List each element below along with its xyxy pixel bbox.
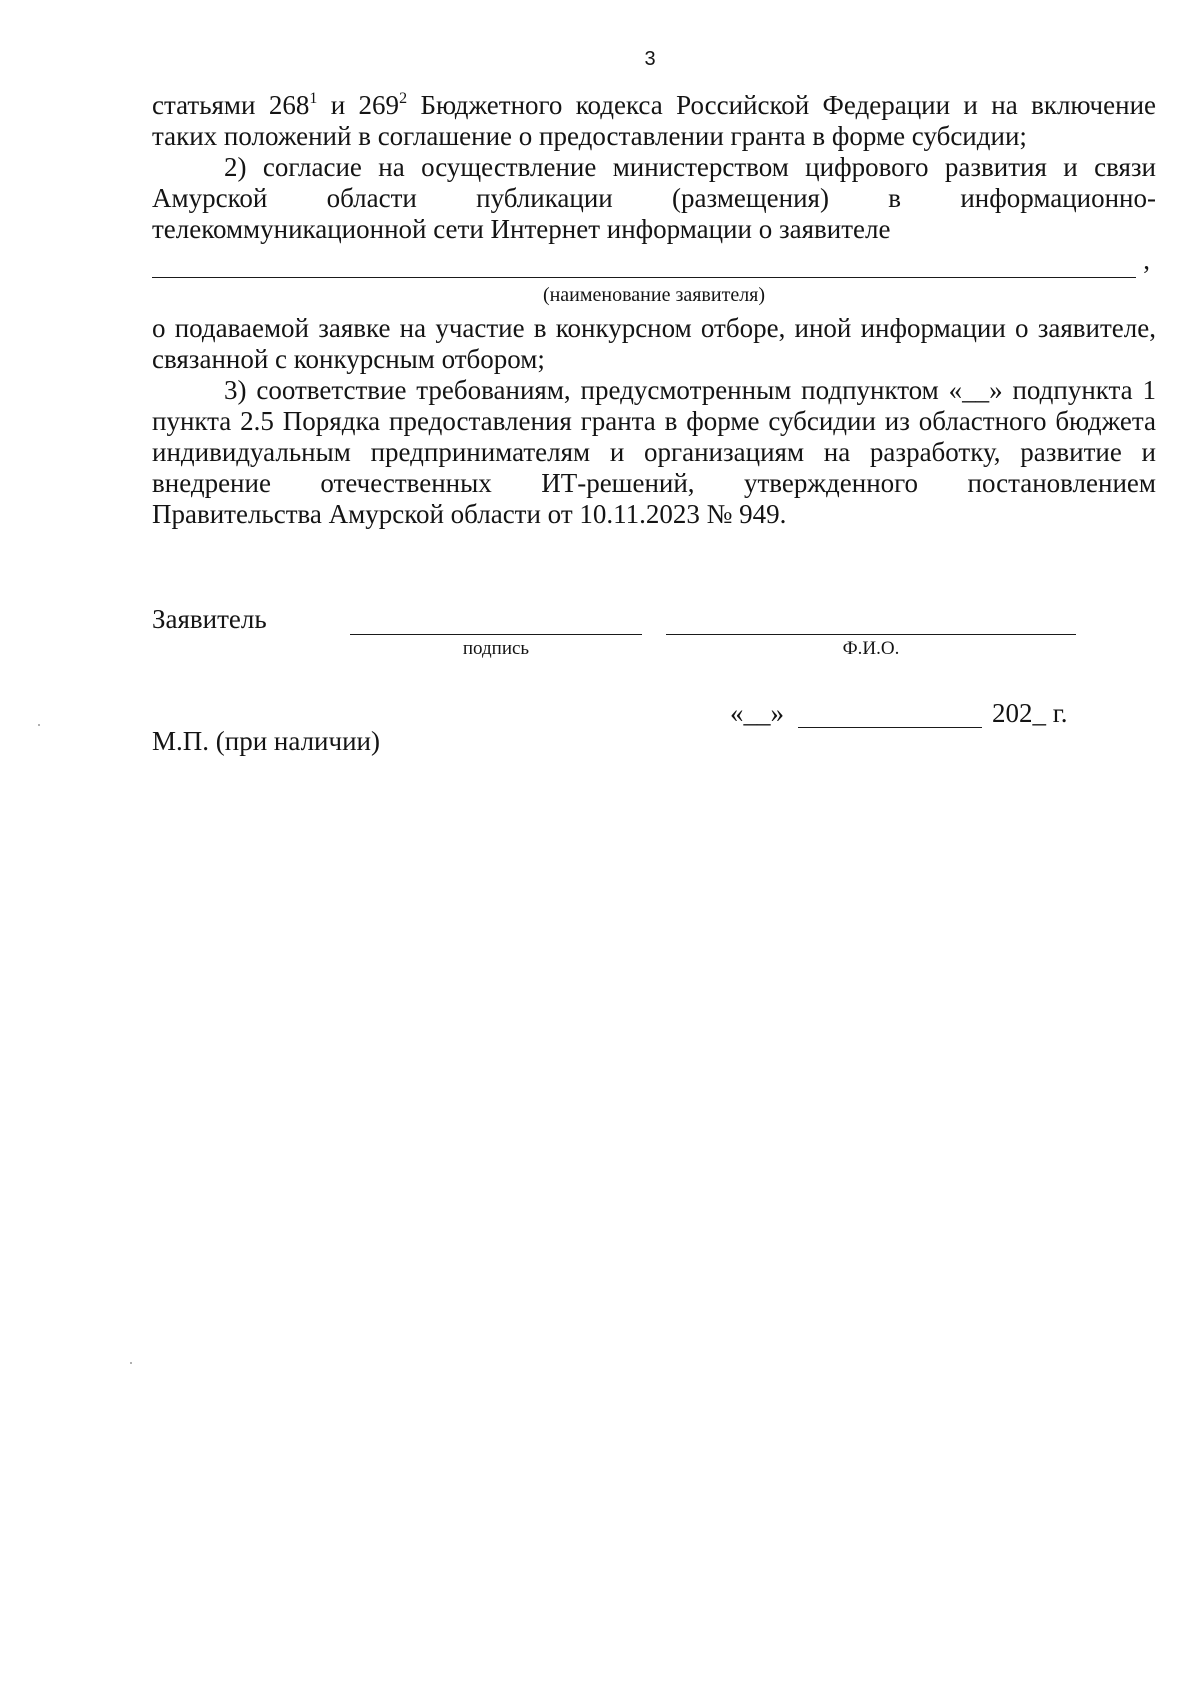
paragraph-consent: 2) согласие на осуществление министерством цифрового развития и связи Амурской области публикации (размещения) в информационно-телекоммуникационной сети Интернет информации о заявителе — [152, 152, 1156, 244]
date-month-field[interactable] — [798, 727, 982, 728]
name-line-comma: , — [1143, 245, 1150, 275]
page-number: 3 — [644, 48, 656, 70]
applicant-name-field[interactable] — [152, 247, 1156, 283]
paragraph-budget-code — [152, 90, 1156, 152]
signature-field[interactable] — [350, 634, 642, 635]
paragraph-application-info: о подаваемой заявке на участие в конкурсном отборе, иной информации о заявителе, связанной с конкурсным отбором; — [152, 313, 1156, 374]
paragraph-text: статьями 268 — [152, 90, 310, 120]
document-body — [152, 90, 1156, 530]
paragraph-compliance: 3) соответствие требованиям, предусмотренным подпунктом «__» подпункта 1 пункта 2.5 Порядка предоставления гранта в форме субсидии из областного бюджета индивидуальным предпринимателям и организациям на разработку, развитие и внедрение отечественных ИТ-решений, утвержденного постановлением Правительства Амурской области от 10.11.2023 № 949. — [152, 375, 1156, 529]
paragraph-text: Бюджетного кодекса Российской Федерации и на включение таких положений в соглашение о предоставлении гранта в форме субсидии; — [152, 90, 1156, 151]
paragraph-text: и 269 — [317, 90, 400, 120]
superscript: 1 — [309, 90, 318, 107]
fio-caption: Ф.И.О. — [842, 638, 900, 659]
stamp-label: М.П. (при наличии) — [152, 726, 380, 756]
applicant-name-caption: (наименование заявителя) — [542, 284, 766, 306]
fio-field[interactable] — [666, 634, 1076, 635]
date-day: «__» — [730, 698, 784, 728]
applicant-name-underline — [152, 277, 1136, 278]
scan-speck — [130, 1362, 132, 1364]
signature-caption: подпись — [462, 638, 530, 659]
applicant-label: Заявитель — [152, 604, 267, 634]
scan-speck — [38, 724, 40, 726]
date-year: 202_ г. — [992, 698, 1068, 728]
superscript: 2 — [399, 90, 408, 107]
